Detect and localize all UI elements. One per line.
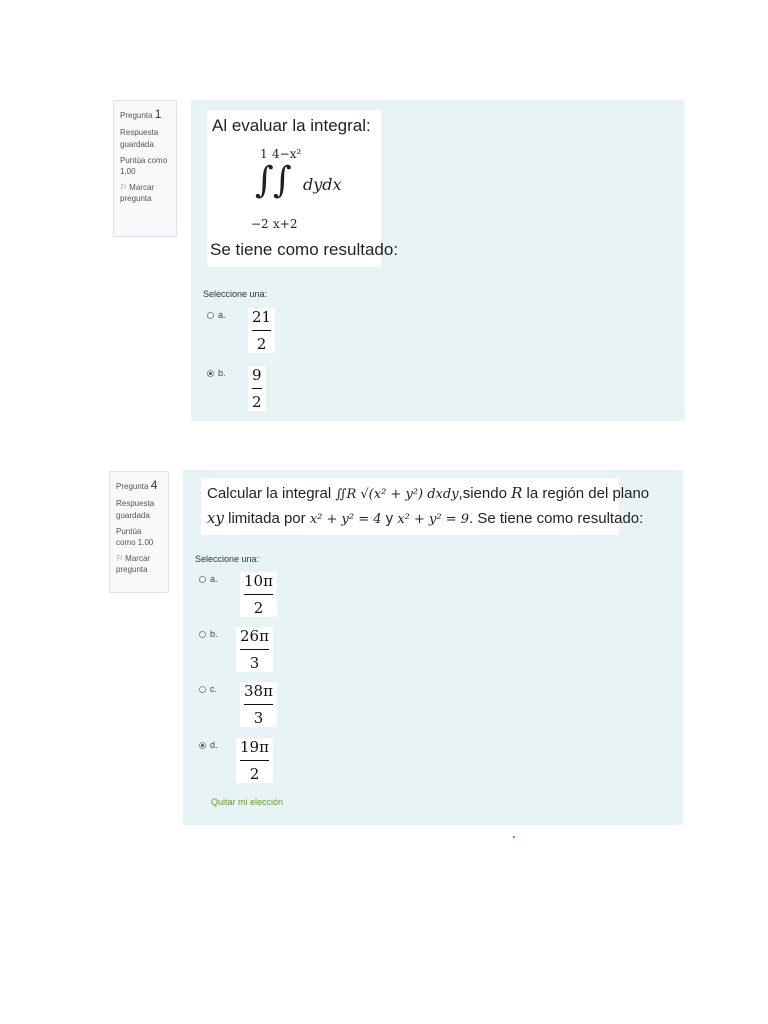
answer-fraction bbox=[236, 738, 273, 783]
stem-math-region: R bbox=[511, 484, 523, 502]
fraction-denominator: 3 bbox=[249, 654, 260, 672]
integral-sign-outer: ∫ bbox=[255, 160, 274, 201]
fraction-numerator: 26π bbox=[240, 627, 269, 645]
stem-text: la región del plano bbox=[522, 485, 650, 502]
stem-math-plane: xy bbox=[207, 509, 224, 527]
fraction-denominator: 2 bbox=[252, 393, 262, 411]
radio-button-selected[interactable] bbox=[207, 370, 214, 377]
answer-option-d[interactable] bbox=[199, 738, 273, 783]
question-1-formulation bbox=[191, 100, 685, 421]
question-4-stem bbox=[201, 478, 650, 535]
answer-fraction bbox=[248, 308, 275, 353]
fraction-denominator: 3 bbox=[253, 709, 264, 727]
flag-question-label: Marcar pregunta bbox=[116, 553, 151, 575]
stem-text: limitada por bbox=[223, 510, 310, 527]
integral-sign-inner: ∫ bbox=[273, 160, 292, 201]
question-label: Pregunta bbox=[120, 111, 153, 120]
stem-text: Calcular la integral bbox=[207, 485, 336, 502]
answer-option-a[interactable] bbox=[199, 572, 277, 617]
lower-limit-inner: x+2 bbox=[273, 217, 298, 231]
option-letter: d. bbox=[210, 740, 218, 750]
question-status: Respuesta guardada bbox=[116, 499, 155, 520]
stem-text: . Se tiene como resultado: bbox=[469, 510, 644, 527]
question-number-value: 1 bbox=[154, 107, 162, 121]
answer-option-a[interactable] bbox=[207, 308, 275, 353]
answer-option-b[interactable] bbox=[199, 627, 273, 672]
radio-button[interactable] bbox=[199, 576, 206, 583]
stem-math-circle-2: x² + y² = 9 bbox=[397, 512, 470, 527]
answer-fraction bbox=[240, 572, 277, 617]
stem-line-2 bbox=[207, 507, 643, 531]
option-letter: b. bbox=[218, 368, 226, 378]
fraction-numerator: 9 bbox=[252, 366, 262, 384]
answer-option-c[interactable] bbox=[199, 682, 277, 727]
question-score: Puntúa como 1.00 bbox=[116, 526, 154, 548]
flag-icon: ⚐ bbox=[116, 553, 124, 563]
stem-outro: Se tiene como resultado: bbox=[210, 240, 399, 259]
clear-choice-link[interactable]: Quitar mi elección bbox=[211, 797, 284, 807]
radio-button[interactable] bbox=[207, 312, 214, 319]
option-letter: a. bbox=[210, 574, 218, 584]
stem-text: y bbox=[381, 510, 398, 527]
radio-button[interactable] bbox=[199, 631, 206, 638]
answer-fraction bbox=[236, 627, 273, 672]
option-letter: b. bbox=[210, 629, 218, 639]
stem-intro: Al evaluar la integral: bbox=[212, 116, 371, 135]
option-letter: a. bbox=[218, 310, 226, 320]
integrand: dydx bbox=[303, 175, 342, 194]
question-1-info bbox=[113, 100, 177, 237]
fraction-denominator: 2 bbox=[249, 765, 260, 783]
answer-fraction bbox=[240, 682, 277, 727]
stray-dot bbox=[513, 836, 515, 838]
question-label: Pregunta bbox=[116, 482, 149, 491]
question-score: Puntúa como 1.00 bbox=[120, 155, 168, 177]
stem-line-1 bbox=[207, 482, 649, 506]
fraction-numerator: 38π bbox=[244, 682, 273, 700]
stem-math-circle-1: x² + y² = 4 bbox=[309, 512, 382, 527]
stem-math-integral: ∬R √(x² + y²) dxdy bbox=[335, 487, 459, 502]
fraction-numerator: 21 bbox=[252, 308, 272, 326]
option-letter: c. bbox=[210, 684, 218, 694]
flag-question-link[interactable] bbox=[116, 553, 162, 576]
question-number bbox=[120, 106, 170, 123]
question-4-formulation bbox=[183, 470, 683, 825]
radio-button-selected[interactable] bbox=[199, 742, 206, 749]
select-one-prompt: Seleccione una: bbox=[203, 289, 268, 299]
select-one-prompt: Seleccione una: bbox=[195, 554, 260, 564]
lower-limit-outer: −2 bbox=[251, 217, 269, 231]
fraction-numerator: 19π bbox=[240, 738, 269, 756]
question-status: Respuesta guardada bbox=[120, 128, 159, 149]
question-1-stem bbox=[207, 110, 399, 267]
upper-limit-outer: 1 bbox=[260, 147, 268, 161]
answer-fraction bbox=[248, 366, 266, 411]
question-number-value: 4 bbox=[150, 478, 158, 492]
flag-icon: ⚐ bbox=[120, 182, 128, 192]
fraction-denominator: 2 bbox=[256, 335, 267, 353]
fraction-denominator: 2 bbox=[253, 599, 264, 617]
upper-limit-inner: 4−x² bbox=[272, 147, 302, 161]
question-number bbox=[116, 477, 162, 494]
question-4-info bbox=[109, 471, 169, 593]
stem-text: ,siendo bbox=[458, 485, 512, 502]
fraction-numerator: 10π bbox=[244, 572, 273, 590]
flag-question-link[interactable] bbox=[120, 182, 170, 205]
double-integral bbox=[247, 147, 377, 233]
answer-option-b[interactable] bbox=[207, 366, 266, 411]
flag-question-label: Marcar pregunta bbox=[120, 182, 155, 204]
radio-button[interactable] bbox=[199, 686, 206, 693]
